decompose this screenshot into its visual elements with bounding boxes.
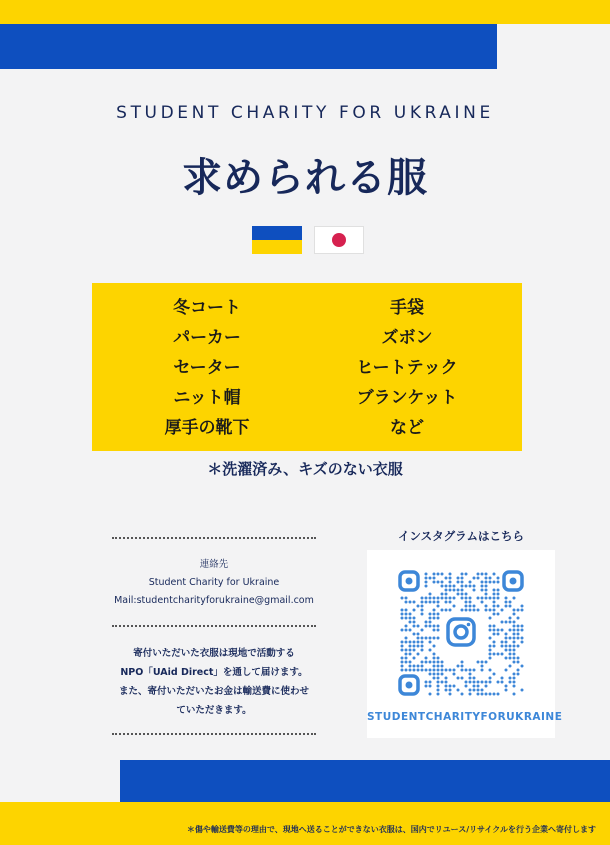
- contact-name: Student Charity for Ukraine: [148, 577, 280, 588]
- list-item: ヒートテック: [356, 358, 458, 378]
- footer-note: ＊傷や輸送費等の理由で、現地へ送ることができない衣服は、国内でリユース/リサイクルを行う企業へ寄付します: [186, 825, 596, 834]
- list-item: ブランケット: [356, 388, 458, 408]
- contact-block: [112, 556, 316, 610]
- list-item: パーカー: [173, 328, 241, 348]
- list-item: ニット帽: [173, 388, 241, 408]
- page-title: 求められる服: [182, 155, 428, 201]
- items-left-column: [152, 293, 262, 443]
- divider: [112, 733, 316, 735]
- divider: [112, 625, 316, 627]
- info-line: ていただきます。: [176, 705, 252, 716]
- japan-flag-icon: [314, 226, 364, 254]
- list-item: ズボン: [381, 328, 433, 348]
- bottom-blue-band: [120, 760, 610, 802]
- list-item: 厚手の靴下: [164, 418, 250, 438]
- instagram-label: インスタグラムはこちら: [398, 529, 525, 543]
- items-right-column: [342, 293, 472, 443]
- instagram-qr-card[interactable]: [367, 550, 563, 738]
- donation-info: [112, 644, 316, 720]
- needed-items-box: [92, 283, 522, 451]
- list-item: 手袋: [390, 298, 424, 318]
- list-item: 冬コート: [173, 298, 241, 318]
- qr-code-icon[interactable]: [367, 550, 563, 738]
- ukraine-flag-icon: [252, 226, 302, 254]
- org-title: STUDENT CHARITY FOR UKRAINE: [116, 103, 494, 123]
- list-item: など: [390, 418, 424, 438]
- top-blue-band: [0, 24, 497, 69]
- info-line: 寄付いただいた衣服は現地で活動する: [133, 648, 295, 659]
- list-item: セーター: [173, 358, 241, 378]
- contact-email[interactable]: Mail:studentcharityforukraine@gmail.com: [114, 595, 314, 606]
- condition-note: ＊洗濯済み、キズのない衣服: [207, 460, 403, 478]
- divider: [112, 537, 316, 539]
- info-line: NPO「UAid Direct」を通して届けます。: [120, 667, 308, 678]
- contact-label: 連絡先: [199, 559, 229, 570]
- top-yellow-band: [0, 0, 610, 24]
- info-line: また、寄付いただいたお金は輸送費に使わせ: [118, 686, 309, 697]
- instagram-handle[interactable]: STUDENTCHARITYFORUKRAINE: [367, 711, 563, 723]
